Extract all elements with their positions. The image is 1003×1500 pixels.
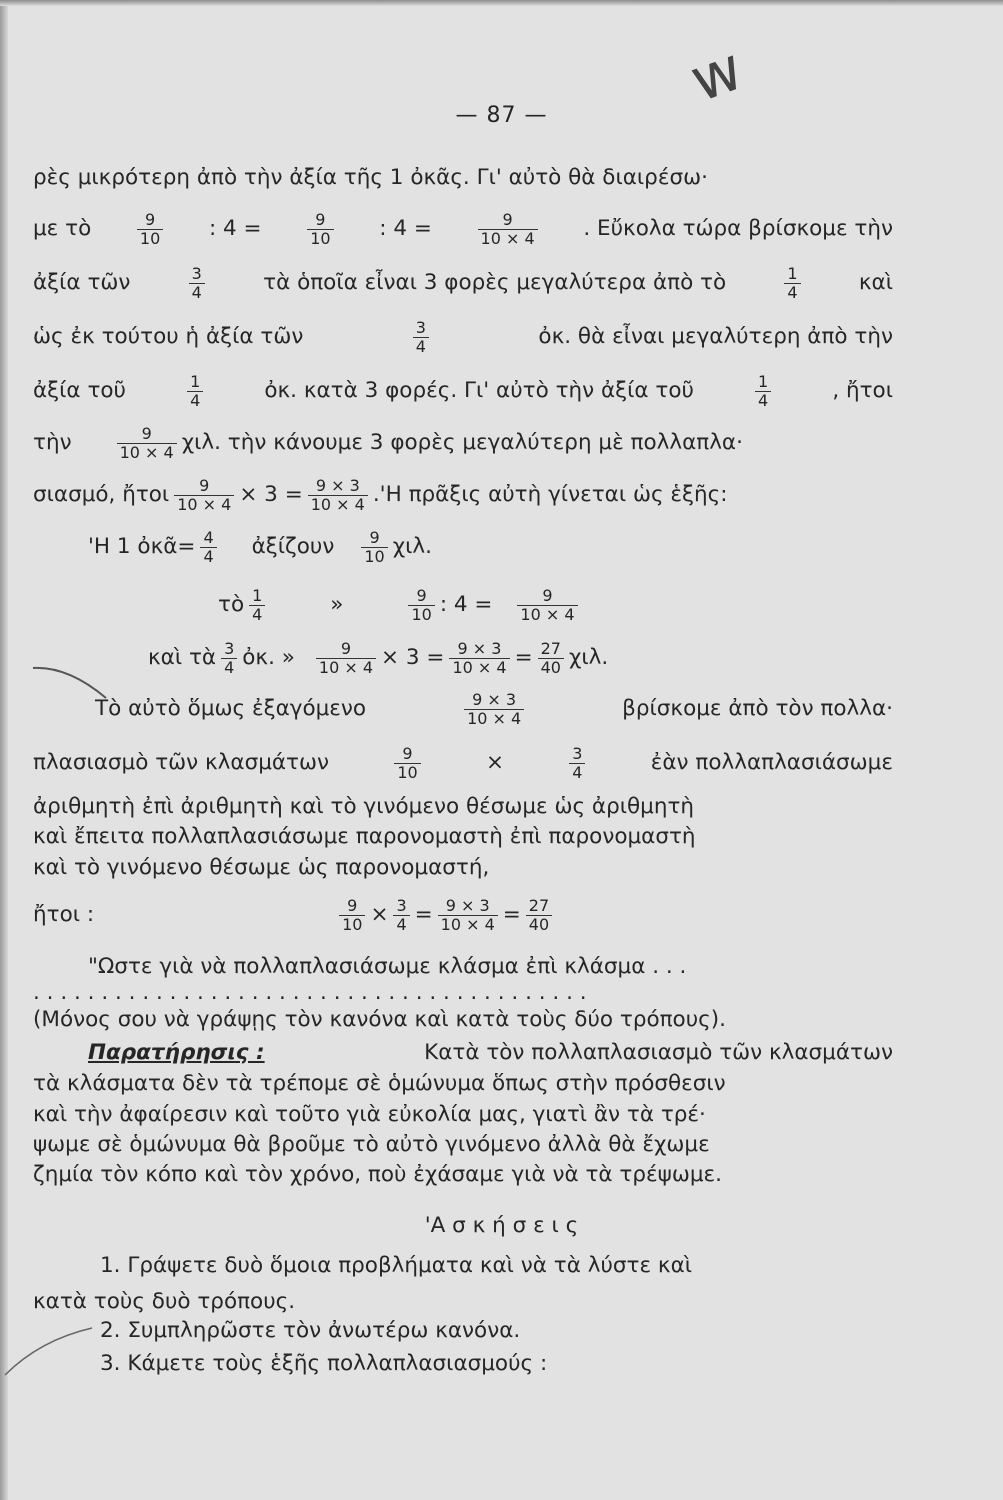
fraction: $\frac{9}{10}$ [394,745,420,782]
table-row: τὸ $\frac{1}{4}$ » $\frac{9}{10}$ : 4 = $\frac{9}{10 \times 4}$ [218,590,893,620]
fraction: $\frac{27}{40}$ [538,640,564,677]
fraction: $\frac{9}{10 \times 4}$ [316,640,376,677]
page-edge-shadow [0,0,8,1500]
fraction: $\frac{9 \times 3}{10 \times 4}$ [308,477,368,514]
fraction: $\frac{4}{4}$ [200,529,216,566]
fraction: $\frac{9}{10}$ [408,587,434,624]
fraction: $\frac{9}{10}$ [339,897,365,934]
dotted-line: . . . . . . . . . . . . . . . . . . . . . . . . . . . . . . . . . . . . . . . . . [33,980,587,1005]
text-line: πλασιασμὸ τῶν κλασμάτων $\frac{9}{10}$ × $\frac{3}{4}$ ἐὰν πολλαπλασιάσωμε [33,743,893,782]
fraction: $\frac{9}{10 \times 4}$ [478,211,538,248]
fraction: $\frac{3}{4}$ [221,640,237,677]
text-line: τὰ κλάσματα δὲν τὰ τρέπομε σὲ ὁμώνυμα ὅπως στὴν πρόσθεσιν [33,1071,726,1096]
text-line: "Ωστε γιὰ νὰ πολλαπλασιάσωμε κλάσμα ἐπὶ κλάσμα . . . [88,954,687,979]
text-line: σιασμό, ἤτοι $\frac{9}{10 \times 4}$ × 3 = $\frac{9 \times 3}{10 \times 4}$ .'Η πρᾶξις αὐτὴ γίνεται ὡς ἑξῆς: [33,475,728,514]
exercise-item: 2. Συμπληρῶστε τὸν ἀνωτέρω κανόνα. [100,1318,521,1343]
fraction: $\frac{9}{10}$ [361,529,387,566]
pencil-stroke [0,1320,100,1380]
exercise-item: 3. Κάμετε τοὺς ἑξῆς πολλαπλασιασμούς : [100,1351,548,1376]
text-line: Τὸ αὐτὸ ὅμως ἐξαγόμενο $\frac{9 \times 3}{10 \times 4}$ βρίσκομε ἀπὸ τὸν πολλα· [95,689,893,728]
exercise-item: 1. Γράψετε δυὸ ὅμοια προβλήματα καὶ νὰ τὰ λύστε καὶ [100,1253,693,1278]
table-row: καὶ τὰ $\frac{3}{4}$ ὀκ. » $\frac{9}{10 \times 4}$ × 3 = $\frac{9 \times 3}{10 \times 4}$ = $\frac{27}{40}$ χιλ. [148,638,609,677]
text-line: ζημία τὸν κόπο καὶ τὸν χρόνο, ποὺ ἐχάσαμε γιὰ νὰ τὰ τρέψωμε. [33,1162,722,1187]
fraction: $\frac{1}{4}$ [249,587,265,624]
fraction: $\frac{9}{10 \times 4}$ [174,477,234,514]
handwritten-mark: ᴡ [681,33,752,117]
fraction: $\frac{9 \times 3}{10 \times 4}$ [438,897,498,934]
fraction: $\frac{27}{40}$ [526,897,552,934]
text-line: ὡς ἐκ τούτου ἡ ἀξία τῶν $\frac{3}{4}$ ὀκ. θὰ εἶναι μεγαλύτερη ἀπὸ τὴν [33,317,893,356]
text-line: καὶ τὸ γινόμενο θέσωμε ὡς παρονομαστή, [33,855,490,880]
fraction: $\frac{9}{10}$ [307,211,333,248]
note-label: Παρατήρησις : [88,1040,265,1065]
fraction: $\frac{1}{4}$ [187,373,203,410]
fraction: $\frac{1}{4}$ [755,373,771,410]
page-top-shadow [0,0,1003,6]
page-number: — 87 — [455,103,548,128]
text-line: ψωμε σὲ ὁμώνυμα θὰ βροῦμε τὸ αὐτὸ γινόμενο ἀλλὰ θὰ ἔχωμε [33,1132,710,1157]
text-line: με τὸ $\frac{9}{10}$ : 4 = $\frac{9}{10}$ : 4 = $\frac{9}{10 \times 4}$ . Εὔκολα τώρα βρίσκομε τὴν [33,209,893,248]
fraction: $\frac{3}{4}$ [569,745,585,782]
fraction: $\frac{3}{4}$ [413,319,429,356]
table-row: 'Η 1 ὀκᾶ= $\frac{4}{4}$ ἀξίζουν $\frac{9}{10}$ χιλ. [88,527,432,566]
fraction: $\frac{9 \times 3}{10 \times 4}$ [464,691,524,728]
text-line: (Μόνος σου νὰ γράψῃς τὸν κανόνα καὶ κατὰ τοὺς δύο τρόπους). [33,1007,726,1032]
text-line: καὶ τὴν ἀφαίρεσιν καὶ τοῦτο γιὰ εὐκολία μας, γιατὶ ἂν τὰ τρέ· [33,1102,706,1127]
text-line: καὶ ἔπειτα πολλαπλασιάσωμε παρονομαστὴ ἐπὶ παρονομαστὴ [33,824,696,849]
text-line: Παρατήρησις : Κατὰ τὸν πολλαπλασιασμὸ τῶν κλασμάτων [88,1038,893,1068]
text-line: ἀξία τῶν $\frac{3}{4}$ τὰ ὁποῖα εἶναι 3 φορὲς μεγαλύτερα ἀπὸ τὸ $\frac{1}{4}$ καὶ [33,263,893,302]
fraction: $\frac{9}{10}$ [137,211,163,248]
fraction: $\frac{9 \times 3}{10 \times 4}$ [449,640,509,677]
text-line: ἤτοι : $\frac{9}{10}$ × $\frac{3}{4}$ = $\frac{9 \times 3}{10 \times 4}$ = $\frac{27}{40}$ [33,900,893,930]
fraction: $\frac{3}{4}$ [393,897,409,934]
fraction: $\frac{9}{10 \times 4}$ [117,425,177,462]
text-line: ἀξία τοῦ $\frac{1}{4}$ ὀκ. κατὰ 3 φορές. Γι' αὐτὸ τὴν ἀξία τοῦ $\frac{1}{4}$ , ἤτοι [33,371,893,410]
text-line: τὴν $\frac{9}{10 \times 4}$ χιλ. τὴν κάνουμε 3 φορὲς μεγαλύτερη μὲ πολλαπλα· [33,423,743,462]
section-heading: 'Α σ κ ή σ ε ι ς [424,1213,579,1238]
exercise-item-cont: κατὰ τοὺς δυὸ τρόπους. [33,1289,296,1314]
fraction: $\frac{1}{4}$ [784,265,800,302]
text-line: ἀριθμητὴ ἐπὶ ἀριθμητὴ καὶ τὸ γινόμενο θέσωμε ὡς ἀριθμητὴ [33,794,695,819]
text-line: ρὲς μικρότερη ἀπὸ τὴν ἀξία τῆς 1 ὀκᾶς. Γι' αὐτὸ θὰ διαιρέσω· [33,165,708,190]
fraction: $\frac{9}{10 \times 4}$ [517,587,577,624]
fraction: $\frac{3}{4}$ [189,265,205,302]
